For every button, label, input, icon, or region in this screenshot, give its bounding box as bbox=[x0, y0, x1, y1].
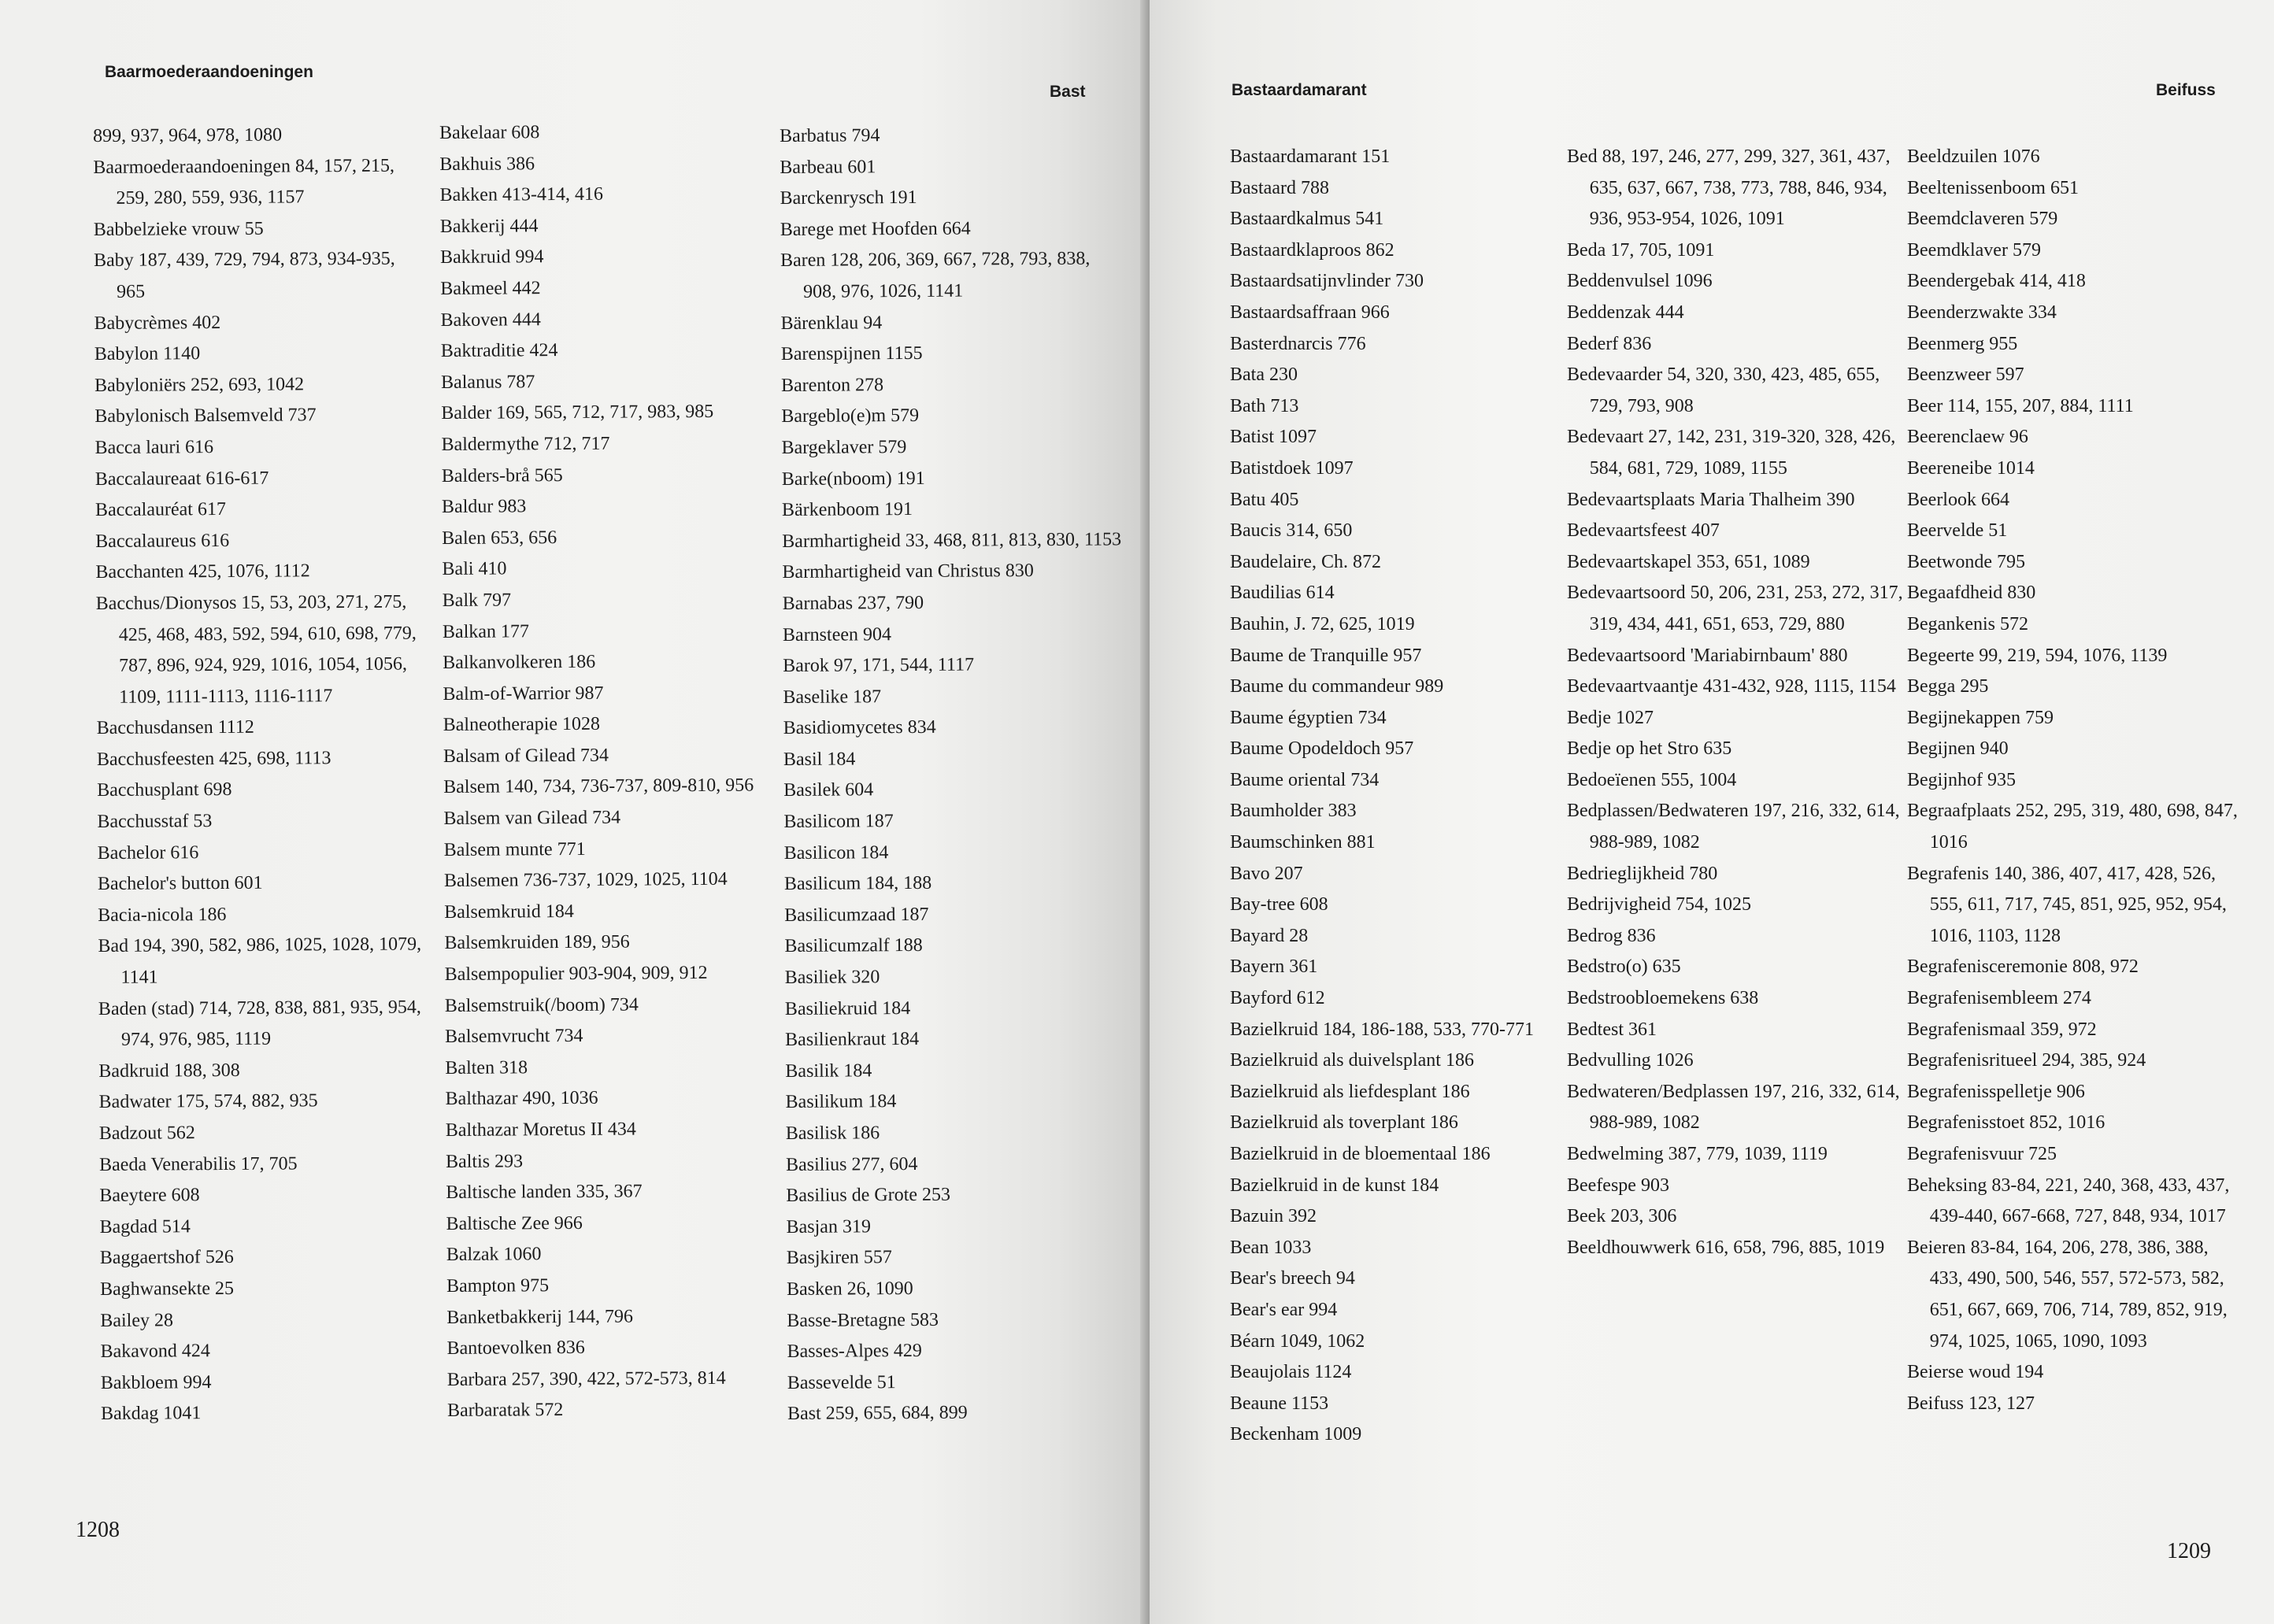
index-entry: Balneotherapie 1028 bbox=[443, 714, 601, 736]
index-entry: Begrafenisstoet 852, 1016 bbox=[1907, 1112, 2105, 1134]
index-entry: Bazuin 392 bbox=[1230, 1206, 1317, 1227]
index-entry: Bakbloem 994 bbox=[100, 1371, 212, 1393]
index-entry: Bakkerij 444 bbox=[439, 216, 539, 237]
index-entry: Badkruid 188, 308 bbox=[98, 1060, 240, 1082]
index-entry: Begga 295 bbox=[1907, 676, 1989, 697]
index-entry: Beifuss 123, 127 bbox=[1907, 1393, 2035, 1414]
index-entry: Bazielkruid 184, 186-188, 533, 770-771 bbox=[1230, 1019, 1534, 1040]
index-entry: Begrafenisceremonie 808, 972 bbox=[1907, 956, 2139, 978]
index-entry: Baume égyptien 734 bbox=[1230, 707, 1387, 728]
index-entry: Balsem van Gilead 734 bbox=[443, 807, 621, 830]
index-entry: Basilius 277, 604 bbox=[786, 1153, 918, 1175]
index-entry: Bazielkruid in de kunst 184 bbox=[1230, 1175, 1439, 1196]
index-entry: Bedstro(o) 635 bbox=[1567, 956, 1681, 978]
index-entry: Basilisk 186 bbox=[785, 1123, 880, 1144]
index-entry: Beaujolais 1124 bbox=[1230, 1362, 1352, 1383]
index-entry: Balsemen 736-737, 1029, 1025, 1104 bbox=[443, 869, 728, 892]
index-entry: Bastaardsatijnvlinder 730 bbox=[1230, 271, 1424, 292]
page-number-right: 1209 bbox=[2167, 1539, 2211, 1563]
index-entry: Bastaardamarant 151 bbox=[1230, 146, 1391, 167]
index-entry: Balsemstruik(/boom) 734 bbox=[444, 994, 639, 1016]
index-entry: Badzout 562 bbox=[98, 1123, 195, 1144]
index-entry: Bakmeel 442 bbox=[440, 278, 541, 299]
index-entry: Baren 128, 206, 369, 667, 728, 793, 838, 908, 976, 1026, 1141 bbox=[780, 248, 1091, 302]
index-entry: Bedevaartskapel 353, 651, 1089 bbox=[1567, 551, 1810, 572]
index-entry: Basterdnarcis 776 bbox=[1230, 333, 1366, 354]
page-number-left: 1208 bbox=[76, 1518, 120, 1542]
index-entry: 899, 937, 964, 978, 1080 bbox=[93, 124, 283, 146]
index-entry: Basilienkraut 184 bbox=[785, 1029, 920, 1051]
index-entry: Baltische landen 335, 367 bbox=[446, 1181, 643, 1204]
index-entry: Barbaratak 572 bbox=[446, 1400, 564, 1422]
index-entry: Bachelor 616 bbox=[97, 842, 199, 864]
index-entry: Beeldhouwwerk 616, 658, 796, 885, 1019 bbox=[1567, 1237, 1885, 1258]
index-entry: Beerenclaew 96 bbox=[1907, 427, 2028, 448]
index-entry: Basilicom 187 bbox=[783, 811, 894, 833]
index-entry: Bath 713 bbox=[1230, 395, 1299, 416]
index-entry: Balsemkruid 184 bbox=[444, 901, 574, 923]
index-entry: Baghwansekte 25 bbox=[99, 1278, 235, 1300]
index-entry: Beddenzak 444 bbox=[1567, 301, 1684, 323]
index-entry: Bavo 207 bbox=[1230, 863, 1303, 884]
index-entry: Bedtest 361 bbox=[1567, 1019, 1657, 1040]
index-entry: Bacchusstaf 53 bbox=[97, 811, 213, 833]
index-entry: Beenderzwakte 334 bbox=[1907, 301, 2057, 323]
index-entry: Begraafplaats 252, 295, 319, 480, 698, 847, 1016 bbox=[1907, 801, 2238, 853]
index-entry: Barnabas 237, 790 bbox=[782, 592, 924, 614]
index-entry: Beerlook 664 bbox=[1907, 489, 2009, 510]
index-entry: Bedevaartsoord 'Mariabirnbaum' 880 bbox=[1567, 645, 1848, 666]
running-head-left: Baarmoederaandoeningen bbox=[105, 63, 313, 81]
index-entry: Baby 187, 439, 729, 794, 873, 934-935, 965 bbox=[94, 249, 395, 302]
index-entry: Bastaardsaffraan 966 bbox=[1230, 301, 1390, 323]
index-entry: Batu 405 bbox=[1230, 489, 1299, 510]
index-entry: Bailey 28 bbox=[100, 1309, 174, 1331]
index-entry: Bedevaarder 54, 320, 330, 423, 485, 655, 729, 793, 908 bbox=[1567, 364, 1880, 416]
index-entry: Bast 259, 655, 684, 899 bbox=[787, 1402, 968, 1425]
index-entry: Banketbakkerij 144, 796 bbox=[446, 1306, 634, 1328]
index-entry: Baldur 983 bbox=[441, 496, 527, 518]
index-entry: Bastaard 788 bbox=[1230, 177, 1329, 198]
index-entry: Baktraditie 424 bbox=[440, 340, 558, 362]
index-entry: Begijnen 940 bbox=[1907, 738, 2009, 760]
index-entry: Begrafenisritueel 294, 385, 924 bbox=[1907, 1050, 2146, 1071]
right-page bbox=[1150, 0, 2274, 1624]
index-entry: Basilicumzalf 188 bbox=[784, 935, 923, 957]
index-entry: Baarmoederaandoeningen 84, 157, 215, 259, 280, 559, 936, 1157 bbox=[93, 155, 394, 209]
index-entry: Beek 203, 306 bbox=[1567, 1206, 1677, 1227]
index-entry: Begankenis 572 bbox=[1907, 613, 2028, 634]
index-entry: Baume Opodeldoch 957 bbox=[1230, 738, 1414, 760]
index-column-2 bbox=[439, 116, 778, 1426]
index-entry: Basjan 319 bbox=[786, 1216, 871, 1237]
index-entry: Balder 169, 565, 712, 717, 983, 985 bbox=[441, 401, 714, 424]
index-entry: Bantoevolken 836 bbox=[446, 1337, 585, 1359]
running-head-right: Bast bbox=[1050, 83, 1086, 101]
index-entry: Balsempopulier 903-904, 909, 912 bbox=[444, 962, 708, 986]
index-entry: Begrafenisspelletje 906 bbox=[1907, 1081, 2085, 1102]
index-entry: Baeytere 608 bbox=[99, 1185, 200, 1207]
index-entry: Baccalaureus 616 bbox=[95, 530, 230, 552]
index-entry: Bedevaartvaantje 431-432, 928, 1115, 1154 bbox=[1567, 676, 1896, 697]
index-entry: Batist 1097 bbox=[1230, 427, 1317, 448]
index-entry: Bärenklau 94 bbox=[780, 312, 883, 334]
index-entry: Beeldzuilen 1076 bbox=[1907, 146, 2040, 167]
index-entry: Baltische Zee 966 bbox=[446, 1212, 583, 1234]
index-entry: Babylonisch Balsemveld 737 bbox=[94, 405, 317, 427]
index-entry: Baccalauréat 617 bbox=[94, 499, 227, 521]
index-entry: Balk 797 bbox=[442, 590, 512, 611]
index-entry: Bayard 28 bbox=[1230, 925, 1309, 946]
index-entry: Bacca lauri 616 bbox=[94, 437, 214, 458]
index-entry: Babyloniërs 252, 693, 1042 bbox=[94, 374, 305, 396]
index-entry: Bazielkruid als liefdesplant 186 bbox=[1230, 1081, 1470, 1102]
index-column-3 bbox=[780, 119, 1134, 1430]
index-entry: Bedevaartsfeest 407 bbox=[1567, 520, 1720, 542]
index-entry: Beda 17, 705, 1091 bbox=[1567, 239, 1715, 261]
index-entry: Bad 194, 390, 582, 986, 1025, 1028, 1079, 1141 bbox=[98, 934, 422, 988]
index-entry: Basilicon 184 bbox=[783, 842, 889, 864]
index-entry: Bakhuis 386 bbox=[439, 153, 535, 175]
index-entry: Balthazar Moretus II 434 bbox=[445, 1119, 636, 1141]
index-entry: Babycrèmes 402 bbox=[94, 312, 221, 334]
index-entry: Bean 1033 bbox=[1230, 1237, 1312, 1258]
index-entry: Basidiomycetes 834 bbox=[783, 717, 936, 739]
index-entry: Baume oriental 734 bbox=[1230, 769, 1380, 790]
index-entry: Balten 318 bbox=[445, 1057, 528, 1078]
index-entry: Begrafenis 140, 386, 407, 417, 428, 526, 555, 611, 717, 745, 851, 925, 952, 954, 1016, 1103, 1128 bbox=[1907, 863, 2227, 946]
index-entry: Baume de Tranquille 957 bbox=[1230, 645, 1422, 666]
index-entry: Beddenvulsel 1096 bbox=[1567, 271, 1713, 292]
index-entry: Balm-of-Warrior 987 bbox=[443, 683, 604, 705]
index-entry: Barok 97, 171, 544, 1117 bbox=[783, 654, 975, 677]
index-entry: Bedplassen/Bedwateren 197, 216, 332, 614, 988-989, 1082 bbox=[1567, 801, 1900, 853]
index-entry: Bachelor's button 601 bbox=[97, 872, 263, 895]
index-entry: Baucis 314, 650 bbox=[1230, 520, 1353, 542]
index-entry: Begrafenisvuur 725 bbox=[1907, 1144, 2057, 1164]
index-entry: Bedwateren/Bedplassen 197, 216, 332, 614, 988-989, 1082 bbox=[1567, 1081, 1900, 1134]
index-entry: Basilik 184 bbox=[785, 1060, 872, 1082]
index-entry: Baselike 187 bbox=[783, 686, 882, 708]
index-entry: Barbara 257, 390, 422, 572-573, 814 bbox=[446, 1367, 726, 1390]
index-entry: Basiliek 320 bbox=[784, 967, 880, 989]
index-entry: Béarn 1049, 1062 bbox=[1230, 1330, 1365, 1352]
index-entry: Bakelaar 608 bbox=[439, 122, 540, 143]
index-entry: Bederf 836 bbox=[1567, 333, 1652, 354]
index-entry: Barke(nboom) 191 bbox=[781, 468, 925, 490]
index-entry: Bear's breech 94 bbox=[1230, 1268, 1355, 1289]
index-entry: Bazielkruid als duivelsplant 186 bbox=[1230, 1050, 1474, 1071]
index-entry: Batistdoek 1097 bbox=[1230, 457, 1354, 479]
index-entry: Beierse woud 194 bbox=[1907, 1362, 2044, 1383]
index-entry: Beendergebak 414, 418 bbox=[1907, 271, 2086, 292]
index-entry: Bastaardkalmus 541 bbox=[1230, 209, 1384, 230]
index-column-2 bbox=[1567, 142, 1905, 1263]
index-entry: Begeerte 99, 219, 594, 1076, 1139 bbox=[1907, 645, 2168, 666]
index-entry: Beetwonde 795 bbox=[1907, 551, 2025, 572]
index-entry: Bassevelde 51 bbox=[787, 1371, 896, 1393]
index-entry: Baeda Venerabilis 17, 705 bbox=[99, 1153, 298, 1175]
index-entry: Bakavond 424 bbox=[100, 1341, 210, 1363]
index-entry: Bedevaartsplaats Maria Thalheim 390 bbox=[1567, 489, 1855, 510]
index-entry: Basjkiren 557 bbox=[786, 1247, 892, 1269]
index-entry: Bedevaartsoord 50, 206, 231, 253, 272, 317, 319, 434, 441, 651, 653, 729, 880 bbox=[1567, 583, 1903, 634]
index-entry: Basilicum 184, 188 bbox=[783, 873, 932, 895]
index-entry: Balders-brå 565 bbox=[441, 464, 563, 486]
index-column-3 bbox=[1907, 142, 2246, 1419]
index-entry: Balsemvrucht 734 bbox=[445, 1026, 583, 1048]
index-entry: Bakkruid 994 bbox=[440, 246, 544, 268]
index-entry: Beer 114, 155, 207, 884, 1111 bbox=[1907, 395, 2134, 416]
index-entry: Basiliekruid 184 bbox=[784, 997, 911, 1019]
index-entry: Baggaertshof 526 bbox=[99, 1247, 234, 1269]
index-entry: Barbatus 794 bbox=[780, 125, 880, 146]
index-entry: Begaafdheid 830 bbox=[1907, 583, 2036, 604]
index-entry: Balzak 1060 bbox=[446, 1244, 542, 1266]
index-entry: Baltis 293 bbox=[446, 1150, 524, 1172]
index-entry: Beckenham 1009 bbox=[1230, 1424, 1362, 1445]
index-entry: Bedoeïenen 555, 1004 bbox=[1567, 769, 1737, 790]
index-entry: Basil 184 bbox=[783, 749, 856, 770]
index-entry: Bacchus/Dionysos 15, 53, 203, 271, 275, 425, 468, 483, 592, 594, 610, 698, 779, 787, 896, 924, 929, 1016, 1054, 1056, 1109, 1111-1113, 1116-1117 bbox=[95, 591, 417, 708]
index-entry: Begijnhof 935 bbox=[1907, 769, 2016, 790]
index-entry: Bayern 361 bbox=[1230, 956, 1318, 978]
index-entry: Begrafenisembleem 274 bbox=[1907, 988, 2091, 1009]
index-entry: Badwater 175, 574, 882, 935 bbox=[98, 1090, 318, 1113]
index-entry: Begijnekappen 759 bbox=[1907, 707, 2054, 728]
index-entry: Bay-tree 608 bbox=[1230, 894, 1328, 916]
index-entry: Bacchanten 425, 1076, 1112 bbox=[95, 560, 310, 583]
index-entry: Bear's ear 994 bbox=[1230, 1299, 1338, 1320]
index-entry: Bastaardklaproos 862 bbox=[1230, 239, 1394, 261]
index-entry: Beereneibe 1014 bbox=[1907, 457, 2035, 479]
index-entry: Basse-Bretagne 583 bbox=[787, 1309, 939, 1331]
index-entry: Baldermythe 712, 717 bbox=[441, 433, 610, 455]
index-entry: Barbeau 601 bbox=[780, 156, 876, 178]
index-entry: Basilicumzaad 187 bbox=[784, 904, 929, 926]
index-entry: Bacchusfeesten 425, 698, 1113 bbox=[96, 748, 331, 770]
index-entry: Basken 26, 1090 bbox=[786, 1278, 913, 1300]
index-column-1 bbox=[1230, 142, 1561, 1451]
index-entry: Bedje op het Stro 635 bbox=[1567, 738, 1732, 760]
index-entry: Barenspijnen 1155 bbox=[780, 343, 923, 365]
index-entry: Bacchusdansen 1112 bbox=[96, 717, 254, 739]
index-entry: Bakdag 1041 bbox=[100, 1403, 202, 1425]
index-entry: Beenmerg 955 bbox=[1907, 333, 2018, 354]
index-entry: Bed 88, 197, 246, 277, 299, 327, 361, 437, 635, 637, 667, 738, 773, 788, 846, 934, 936, 953-954, 1026, 1091 bbox=[1567, 146, 1891, 230]
index-column-1 bbox=[93, 119, 431, 1430]
index-entry: Baccalaureaat 616-617 bbox=[94, 468, 269, 490]
index-entry: Baume du commandeur 989 bbox=[1230, 676, 1444, 697]
index-entry: Beemdclaveren 579 bbox=[1907, 209, 2058, 230]
index-entry: Balsemkruiden 189, 956 bbox=[444, 931, 630, 954]
index-entry: Bedrijvigheid 754, 1025 bbox=[1567, 894, 1751, 916]
index-entry: Bacchusplant 698 bbox=[97, 779, 232, 801]
running-head-right: Beifuss bbox=[2156, 81, 2216, 99]
index-entry: Bazielkruid als toverplant 186 bbox=[1230, 1112, 1458, 1134]
running-head-left: Bastaardamarant bbox=[1231, 81, 1367, 99]
index-entry: Barege met Hoofden 664 bbox=[780, 218, 971, 240]
index-entry: Basses-Alpes 429 bbox=[787, 1341, 922, 1363]
index-entry: Bedwelming 387, 779, 1039, 1119 bbox=[1567, 1144, 1828, 1164]
index-entry: Barckenrysch 191 bbox=[780, 187, 917, 209]
index-entry: Bedje 1027 bbox=[1567, 707, 1654, 728]
index-entry: Baudilias 614 bbox=[1230, 583, 1335, 604]
index-entry: Barenton 278 bbox=[780, 374, 884, 396]
index-entry: Bakoven 444 bbox=[440, 309, 541, 331]
index-entry: Balkanvolkeren 186 bbox=[443, 651, 596, 674]
index-entry: Beenzweer 597 bbox=[1907, 364, 2024, 386]
index-entry: Bacia-nicola 186 bbox=[98, 904, 227, 926]
index-entry: Bedevaart 27, 142, 231, 319-320, 328, 426, 584, 681, 729, 1089, 1155 bbox=[1567, 427, 1896, 479]
index-entry: Baumholder 383 bbox=[1230, 801, 1357, 822]
index-entry: Bargeklaver 579 bbox=[781, 436, 907, 458]
index-entry: Beeltenissenboom 651 bbox=[1907, 177, 2079, 198]
index-entry: Bakken 413-414, 416 bbox=[439, 183, 603, 206]
index-entry: Balsam of Gilead 734 bbox=[443, 745, 609, 767]
index-entry: Bedrog 836 bbox=[1567, 925, 1656, 946]
index-entry: Baudelaire, Ch. 872 bbox=[1230, 551, 1381, 572]
index-entry: Beemdklaver 579 bbox=[1907, 239, 2041, 261]
index-entry: Bauhin, J. 72, 625, 1019 bbox=[1230, 613, 1415, 634]
index-entry: Bali 410 bbox=[442, 558, 507, 580]
index-entry: Bampton 975 bbox=[446, 1275, 550, 1297]
index-entry: Baumschinken 881 bbox=[1230, 832, 1376, 853]
index-entry: Basilek 604 bbox=[783, 779, 874, 801]
index-entry: Balsem munte 771 bbox=[443, 838, 586, 860]
index-entry: Barmhartigheid 33, 468, 811, 813, 830, 1153 bbox=[782, 529, 1122, 552]
index-entry: Bargeblo(e)m 579 bbox=[781, 405, 920, 427]
index-entry: Beervelde 51 bbox=[1907, 520, 2008, 542]
index-entry: Balsem 140, 734, 736-737, 809-810, 956 bbox=[443, 775, 754, 798]
index-entry: Bedrieglijkheid 780 bbox=[1567, 863, 1718, 884]
index-entry: Basilius de Grote 253 bbox=[786, 1184, 951, 1207]
index-entry: Babylon 1140 bbox=[94, 343, 201, 365]
index-entry: Begrafenismaal 359, 972 bbox=[1907, 1019, 2097, 1040]
index-entry: Balanus 787 bbox=[440, 372, 535, 393]
index-entry: Baden (stad) 714, 728, 838, 881, 935, 954, 974, 976, 985, 1119 bbox=[98, 997, 421, 1051]
index-entry: Beaune 1153 bbox=[1230, 1393, 1329, 1414]
index-entry: Balen 653, 656 bbox=[442, 527, 557, 549]
index-entry: Basilikum 184 bbox=[785, 1091, 897, 1113]
index-entry: Beieren 83-84, 164, 206, 278, 386, 388, 433, 490, 500, 546, 557, 572-573, 582, 651, 667, 669, 706, 714, 789, 852, 919, 974, 1025, 1065, 1090, 1093 bbox=[1907, 1237, 2228, 1352]
index-entry: Barnsteen 904 bbox=[782, 623, 892, 646]
index-entry: Bayford 612 bbox=[1230, 988, 1325, 1009]
index-entry: Beheksing 83-84, 221, 240, 368, 433, 437, 439-440, 667-668, 727, 848, 934, 1017 bbox=[1907, 1175, 2230, 1227]
index-entry: Bata 230 bbox=[1230, 364, 1298, 386]
index-entry: Balthazar 490, 1036 bbox=[445, 1088, 598, 1110]
index-entry: Beefespe 903 bbox=[1567, 1175, 1669, 1196]
index-entry: Balkan 177 bbox=[442, 620, 530, 642]
index-entry: Babbelzieke vrouw 55 bbox=[93, 218, 264, 240]
index-entry: Bazielkruid in de bloementaal 186 bbox=[1230, 1144, 1491, 1164]
index-entry: Bedstroobloemekens 638 bbox=[1567, 988, 1759, 1009]
index-entry: Bärkenboom 191 bbox=[781, 499, 913, 521]
index-entry: Bedvulling 1026 bbox=[1567, 1050, 1694, 1071]
index-entry: Bagdad 514 bbox=[99, 1216, 191, 1237]
index-entry: Barmhartigheid van Christus 830 bbox=[782, 560, 1034, 583]
